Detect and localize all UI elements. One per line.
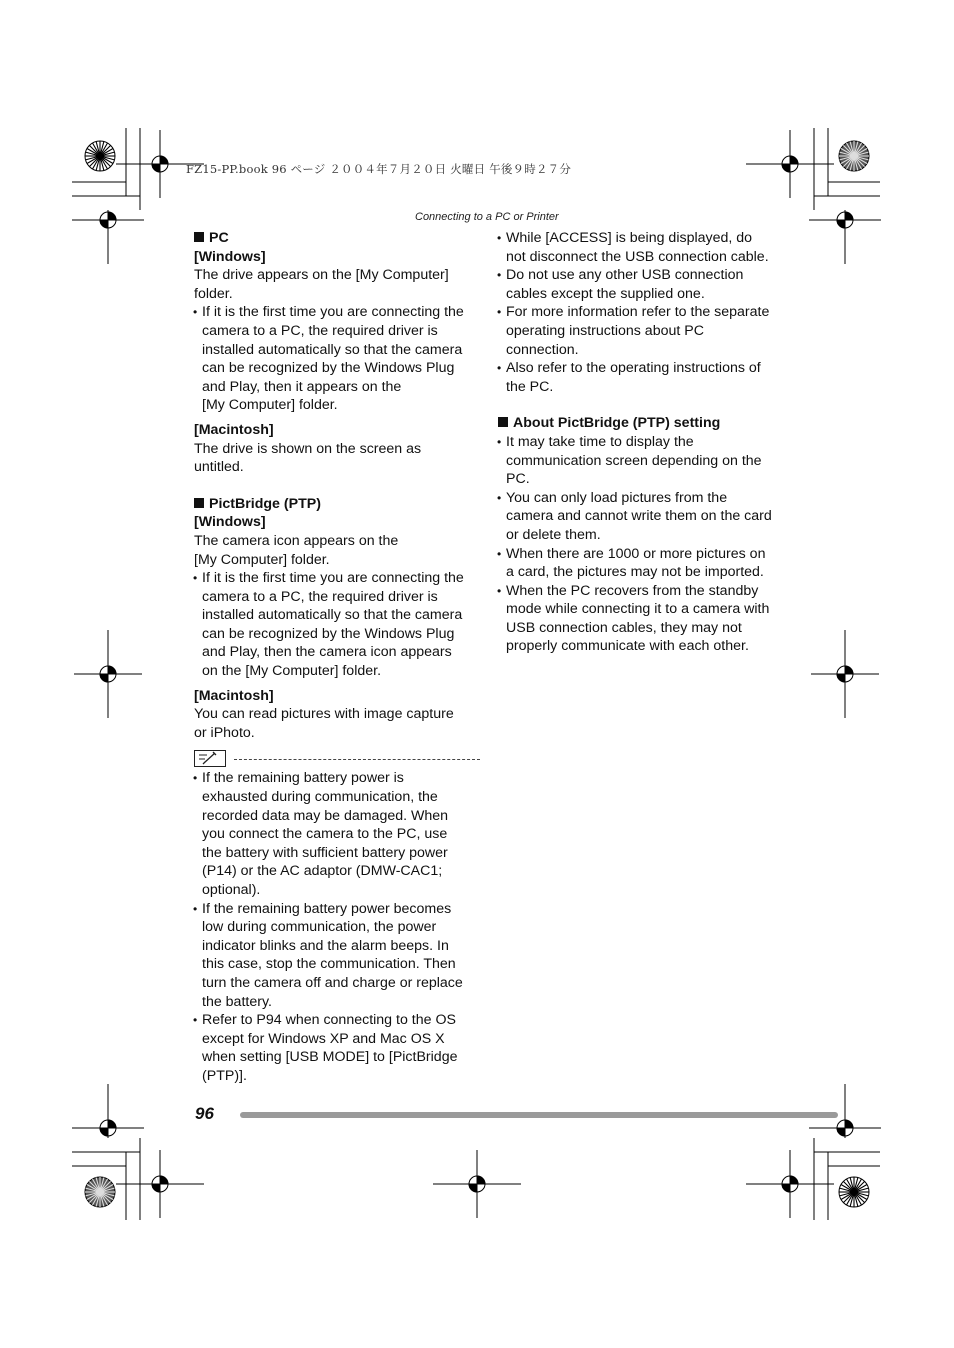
bullet-item: • You can only load pictures from the camera and cannot write them on the card or delete them. — [498, 489, 784, 545]
bullet-item: • While [ACCESS] is being displayed, do not disconnect the USB connection cable. — [498, 229, 784, 266]
bullet-item: • Also refer to the operating instructions of the PC. — [498, 359, 784, 396]
bullet-item: • Do not use any other USB connection cables except the supplied one. — [498, 266, 784, 303]
running-header: Connecting to a PC or Printer — [415, 211, 559, 223]
registration-wheel-icon — [85, 1177, 115, 1207]
section-heading-about-pictbridge: About PictBridge (PTP) setting — [498, 414, 784, 433]
square-bullet-icon — [194, 498, 204, 508]
section-heading-pictbridge: PictBridge (PTP) — [194, 495, 480, 514]
bullet-item: • Refer to P94 when connecting to the OS except for Windows XP and Mac OS X when setting [USB MODE] to [PictBridge (PTP)]. — [194, 1011, 480, 1085]
paragraph: The drive is shown on the screen as untitled. — [194, 440, 422, 476]
registration-wheel-icon — [839, 1177, 869, 1207]
paragraph: You can read pictures with image capture or iPhoto. — [194, 706, 454, 741]
section-heading-pc: PC — [194, 229, 480, 248]
subheading-windows: [Windows] — [194, 248, 266, 265]
square-bullet-icon — [498, 417, 508, 427]
bullet-item: • When the PC recovers from the standby mode while connecting it to a camera with USB connection cables, they may not properly communicate with each other. — [498, 582, 784, 656]
note-pencil-icon — [194, 750, 226, 767]
bullet-item: • When there are 1000 or more pictures on a card, the pictures may not be imported. — [498, 545, 784, 582]
paragraph: The drive appears on the [My Computer] folder. — [194, 267, 449, 302]
subheading-macintosh: [Macintosh] — [194, 687, 274, 704]
print-slug: FZ15-PP.book 96 ページ ２００４年７月２０日 火曜日 午後９時２７分 — [186, 162, 572, 176]
bullet-item: • For more information refer to the separate operating instructions about PC connection. — [498, 303, 784, 359]
bullet-item: • It may take time to display the communication screen depending on the PC. — [498, 433, 784, 489]
square-bullet-icon — [194, 232, 204, 242]
bullet-item: • If it is the first time you are connecting the camera to a PC, the required driver is installed automatically so that the camera can be recognized by the Windows Plug and Play, then the camera icon appears on the [My Computer] folder. — [194, 569, 480, 681]
subheading-macintosh: [Macintosh] — [194, 421, 274, 438]
paragraph: The camera icon appears on the [My Computer] folder. — [194, 532, 399, 568]
left-column — [194, 229, 480, 1086]
bullet-item: • If the remaining battery power is exhausted during communication, the recorded data may be damaged. When you connect the camera to the PC, use the battery with sufficient battery power (P14) or the AC adaptor (DMW-CAC1; optional). — [194, 769, 480, 899]
note-divider — [194, 748, 480, 768]
registration-wheel-icon — [839, 141, 869, 171]
footer-rule — [240, 1112, 838, 1118]
subheading-windows: [Windows] — [194, 514, 266, 531]
right-column — [498, 229, 784, 656]
page-number: 96 — [195, 1104, 214, 1123]
bullet-item: • If the remaining battery power becomes low during communication, the power indicator blinks and the alarm beeps. In this case, stop the communication. Then turn the camera off and charge or replace the battery. — [194, 900, 480, 1012]
registration-wheel-icon — [85, 141, 115, 171]
bullet-item: • If it is the first time you are connecting the camera to a PC, the required driver is installed automatically so that the camera can be recognized by the Windows Plug and Play, then it appears on the [My Computer] folder. — [194, 303, 480, 415]
